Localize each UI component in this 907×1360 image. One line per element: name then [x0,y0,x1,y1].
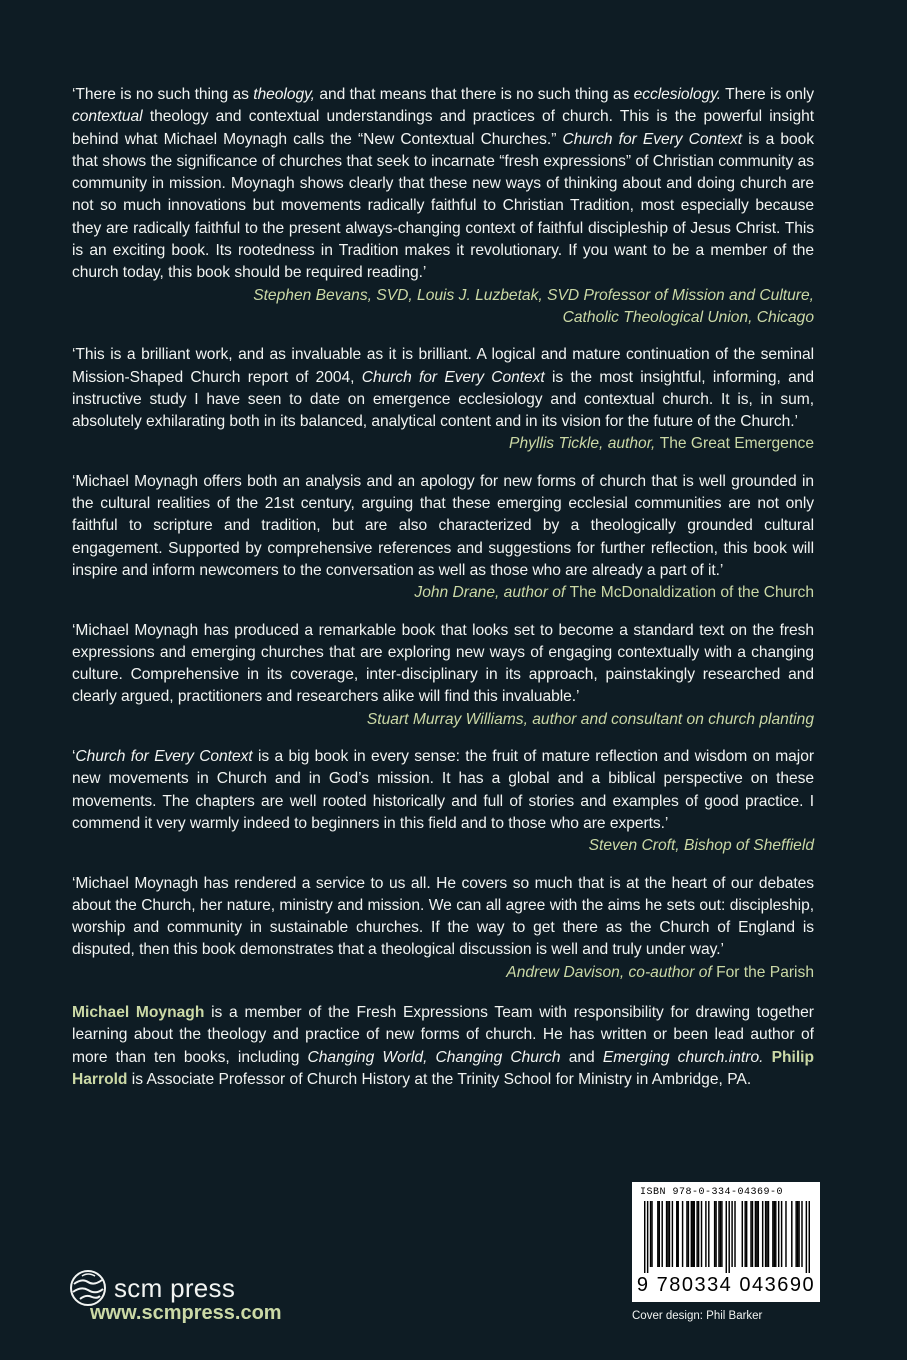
endorsement-attribution [72,962,814,984]
barcode-bar [755,1201,756,1267]
italic-text: Emerging church.intro. [602,1048,764,1066]
barcode-bar [752,1201,753,1267]
barcode-bar [746,1201,747,1267]
text-run: Phyllis Tickle, author, [509,435,660,453]
barcode-bar [714,1201,715,1267]
barcode-bar [718,1201,719,1267]
barcode-bar [774,1201,775,1267]
barcode-bar [694,1201,695,1267]
endorsement-quote [72,84,814,285]
endorsement-attribution [72,433,814,455]
barcode-bar [758,1201,759,1267]
isbn-label: ISBN 978-0-334-04369-0 [640,1187,784,1198]
barcode-bar [726,1201,727,1273]
barcode-bar [650,1201,651,1267]
italic-text: Church for Every Context [75,748,253,766]
barcode-bar [667,1201,668,1267]
text-run: and that means that there is no such thing as [314,86,634,103]
barcode-bar [692,1201,693,1267]
endorsement [72,471,814,605]
barcode-bar [644,1201,645,1273]
text-run: Stuart Murray Williams, author and consultant on church planting [366,710,814,728]
italic-text: Changing World, Changing Church [307,1048,561,1066]
barcode-bar [691,1201,692,1267]
barcode-bar [781,1201,782,1267]
barcode-bar [721,1201,722,1267]
barcode-bar [731,1201,732,1267]
barcode-bar [791,1201,792,1267]
italic-text: contextual [72,108,143,126]
work-title: For the Parish [716,963,814,981]
text-run: ‘Michael Moynagh has produced a remarkable book that looks set to become a standard text on the fresh expressions and emerging churches that are exploring new ways of engaging contextually with a changing culture. Comprehensive in its coverage, inter-disciplinary in its approach, painstakingly researched and clearly argued, practitioners and researchers alike will find this invaluable.’ [72,621,814,706]
endorsement-quote [72,620,814,709]
publisher-name: scm press [114,1272,236,1303]
barcode-bar [669,1201,670,1267]
endorsement-attribution [72,582,814,604]
barcode-bar [720,1201,721,1267]
endorsement-quote [72,873,814,962]
author-bio [72,1002,814,1091]
barcode-bar [698,1201,699,1267]
barcode-bar [672,1201,673,1267]
text-run: is the most insightful, informing, and instructive study I have seen to date on emergence ecclesiology and contextual church. It is, in sum, absolutely exhilarating both in its balanced, analytical content and in its vision for the future of the Church.’ [72,368,815,431]
barcode-bar [801,1201,802,1267]
text-run: Catholic Theological Union, Chicago [562,308,814,326]
barcode-bars [644,1201,810,1273]
text-run: Andrew Davison, co-author of [506,963,717,981]
publisher-url[interactable]: www.scmpress.com [90,1302,282,1324]
author-name: Michael Moynagh [72,1003,205,1021]
barcode-bar [756,1201,757,1267]
text-run: ‘Michael Moynagh has rendered a service to us all. He covers so much that is at the heart of our debates about the Church, her nature, ministry and mission. We can all agree with the aims he sets out: discipleship, worship and community in sustainable churches. If the way to get there as the Church of England is disputed, then this book demonstrates that a theological discussion is well and truly under way.’ [72,874,814,959]
barcode-bar [806,1201,807,1273]
barcode-bar [705,1201,706,1267]
barcode-bar [682,1201,683,1267]
text-run: ‘ [72,748,76,766]
barcode-bar [651,1201,652,1267]
barcode-digits: 9 780334 043690 [636,1274,816,1296]
italic-text: Church for Every Context [361,368,545,386]
barcode-bar [677,1201,678,1267]
endorsement-quote [72,344,814,433]
text-run: ‘There is no such thing as [72,86,254,103]
text-run: Steven Croft, Bishop of Sheffield [588,837,814,855]
barcode-bar [766,1201,767,1267]
barcode-bar [728,1201,729,1273]
text-run: is Associate Professor of Church History at the Trinity School for Ministry in Ambridge, PA. [127,1070,752,1088]
barcode-bar [775,1201,776,1267]
text-run [763,1049,771,1066]
text-run: and [560,1048,603,1066]
barcode-bar [768,1201,769,1267]
text-run: is a book that shows the significance of churches that seek to incarnate “fresh expressions” of Christian community as community in mission. Moynagh shows clearly that these new ways of thinking about and doing church are not so much innovations but movements radically faithful to Christian Tradition, most especially because they are radically faithful to the present always-changing context of faithful discipleship of Jesus Christ. This is an exciting book. Its rootedness in Tradition makes it revolutionary. If you want to be a member of the church today, this book should be required reading.’ [72,130,814,282]
endorsement [72,344,814,455]
endorsement [72,84,814,329]
barcode-bar [742,1201,743,1267]
endorsement-attribution [72,835,814,857]
work-title: The Great Emergence [659,435,814,453]
barcode-bar [659,1201,660,1267]
barcode-bar [809,1201,810,1273]
barcode-bar [797,1201,798,1267]
endorsement [72,746,814,857]
text-run: Stephen Bevans, SVD, Louis J. Luzbetak, SVD Professor of Mission and Culture, [253,286,814,304]
text-run: John Drane, author of [414,584,570,602]
barcode-bar [688,1201,689,1267]
endorsement-attribution [72,285,814,307]
cover-credit: Cover design: Phil Barker [632,1310,763,1322]
barcode-bar [676,1201,677,1267]
barcode-bar [744,1201,745,1267]
endorsement-attribution [72,709,814,731]
text-run: is a member of the Fresh Expressions Team with responsibility for drawing together learning about the theology and practice of new forms of church. He has written or been lead author of more than ten books, including [72,1003,815,1066]
endorsement-quote [72,471,814,582]
barcode-bar [657,1201,658,1267]
barcode-bar [696,1201,697,1267]
barcode-bar [762,1201,763,1267]
endorsement-attribution [72,307,814,329]
text-run: is a big book in every sense: the fruit of mature reflection and wisdom on major new movements in Church and in God’s mission. It has a global and a biblical perspective on these movements. The chapters are well rooted historically and full of stories and examples of good practice. I commend it very warmly indeed to beginners in this field and to those who are experts.’ [72,748,814,832]
barcode-bar [750,1201,751,1267]
endorsement [72,620,814,731]
text-run: ‘Michael Moynagh offers both an analysis and an apology for new forms of church that is well grounded in the cultural realities of the 21st century, arguing that these emerging ecclesial communities are not only faithful to scripture and tradition, but are also characterized by a theologically grounded cultural engagement. Supported by comprehensive references and suggestions for further reflection, this book will inspire and inform newcomers to the conversation as well as those who are already a part of it.’ [72,472,814,579]
barcode-bar [785,1201,786,1267]
barcode-bar [708,1201,709,1267]
barcode-bar [778,1201,779,1267]
text-run: theology and contextual understandings and practices of church. This is the powerful insight behind what Michael Moynagh calls the “New Contextual Churches.” [72,108,814,148]
barcode-bar [647,1201,648,1273]
barcode-bar [715,1201,716,1267]
italic-text: theology, [253,86,315,103]
work-title: The McDonaldization of the Church [569,584,814,602]
barcode-bar [661,1201,662,1267]
barcode-bar [772,1201,773,1267]
barcode-bar [701,1201,702,1267]
barcode-bar [765,1201,766,1267]
text-run: ‘This is a brilliant work, and as invaluable as it is brilliant. A logical and mature continuation of the seminal Mission-Shaped Church report of 2004, [72,346,814,386]
text-run: There is only [721,86,814,103]
endorsement [72,873,814,984]
author-name: Philip Harrold [72,1048,815,1088]
barcode-bar [734,1201,735,1267]
barcode-bar [798,1201,799,1267]
barcode-bar [795,1201,796,1267]
italic-text: Church for Every Context [562,130,743,148]
italic-text: ecclesiology. [633,86,722,103]
back-cover-text [72,84,814,1091]
barcode-bar [686,1201,687,1267]
barcode-bar [666,1201,667,1267]
endorsement-quote [72,746,814,835]
